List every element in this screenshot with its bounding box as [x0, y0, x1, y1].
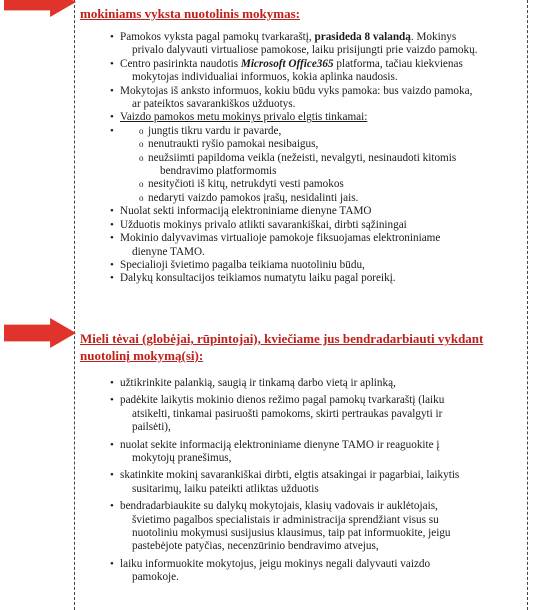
- list-item: • Specialioji švietimo pagalba teikiama nuotoliniu būdu,: [110, 259, 530, 272]
- list-item: • Centro pasirinkta naudotis Microsoft Office365 platforma, tačiau kiekvienas mokytojas individualiai informuos, kokia aplinka naudosis.: [110, 58, 530, 85]
- list-item: • Nuolat sekti informaciją elektroniniame dienyne TAMO: [110, 205, 530, 218]
- behavior-sublist: [110, 125, 530, 205]
- list-item: • Užduotis mokinys privalo atlikti savarankiškai, dirbti sąžiningai: [110, 219, 530, 232]
- section2-list: [110, 377, 530, 585]
- list-item: • Pamokos vyksta pagal pamokų tvarkaraštį, prasideda 8 valandą. Mokinys privalo dalyvauti virtualiose pamokose, laiku prisijungti prie vaizdo pamokų.: [110, 31, 530, 58]
- sublist-item: o nedaryti vaizdo pamokos įrašų, nesidalinti jais.: [110, 192, 530, 205]
- sublist-item: o neužsiimti papildoma veikla (nežeisti, nevalgyti, nesinaudoti kitomis bendravimo platformomis: [110, 152, 530, 179]
- section1-heading: mokiniams vyksta nuotolinis mokymas:: [80, 6, 300, 21]
- section2-heading: Mieli tėvai (globėjai, rūpintojai), kviečiame jus bendradarbiauti vykdant nuotolinį mokymą(si):: [80, 331, 484, 363]
- sublist-item: o nesityčioti iš kitų, netrukdyti vesti pamokos: [110, 178, 530, 191]
- list-item: • padėkite laikytis mokinio dienos režimo pagal pamokų tvarkaraštį (laiku atsikelti, tinkamai pasiruošti pamokoms, skirti pertraukas pavalgyti ir pailsėti),: [110, 394, 530, 434]
- list-item: • nuolat sekite informaciją elektroniniame dienyne TAMO ir reaguokite į mokytojų pranešimus,: [110, 439, 530, 466]
- list-item: • skatinkite mokinį savarankiškai dirbti, elgtis atsakingai ir pagarbiai, laikytis susitarimų, laiku pateikti atliktas užduotis: [110, 469, 530, 496]
- sublist-item: o • jungtis tikru vardu ir pavarde,: [110, 125, 530, 138]
- sublist-item: o nenutraukti ryšio pamokai nesibaigus,: [110, 138, 530, 151]
- sublist-container: [110, 125, 530, 205]
- list-item: • Mokinio dalyvavimas virtualioje pamokoje fiksuojamas elektroniniame dienyne TAMO.: [110, 232, 530, 259]
- list-item: • laiku informuokite mokytojus, jeigu mokinys negali dalyvauti vaizdo pamokoje.: [110, 558, 530, 585]
- list-item: • Dalykų konsultacijos teikiamos numatytu laiku pagal poreikį.: [110, 272, 530, 285]
- list-item: • užtikrinkite palankią, saugią ir tinkamą darbo vietą ir aplinką,: [110, 377, 530, 390]
- section1-list: [110, 31, 530, 286]
- red-arrow-icon: [4, 0, 76, 17]
- list-item: • bendradarbiaukite su dalykų mokytojais, klasių vadovais ir auklėtojais, švietimo pagalbos specialistais ir administracija sprendžiant visus su nuotoliniu mokymusi susijusius klausimus, taip pat informuokite, jeigu pastebėjote patyčias, necenzūrinio bendravimo atvejus,: [110, 500, 530, 554]
- list-item: • Vaizdo pamokos metu mokinys privalo elgtis tinkamai:: [110, 111, 530, 124]
- red-arrow-icon: [4, 318, 76, 348]
- list-item: • Mokytojas iš anksto informuos, kokiu būdu vyks pamoka: bus vaizdo pamoka, ar pateiktos savarankiškos užduotys.: [110, 85, 530, 112]
